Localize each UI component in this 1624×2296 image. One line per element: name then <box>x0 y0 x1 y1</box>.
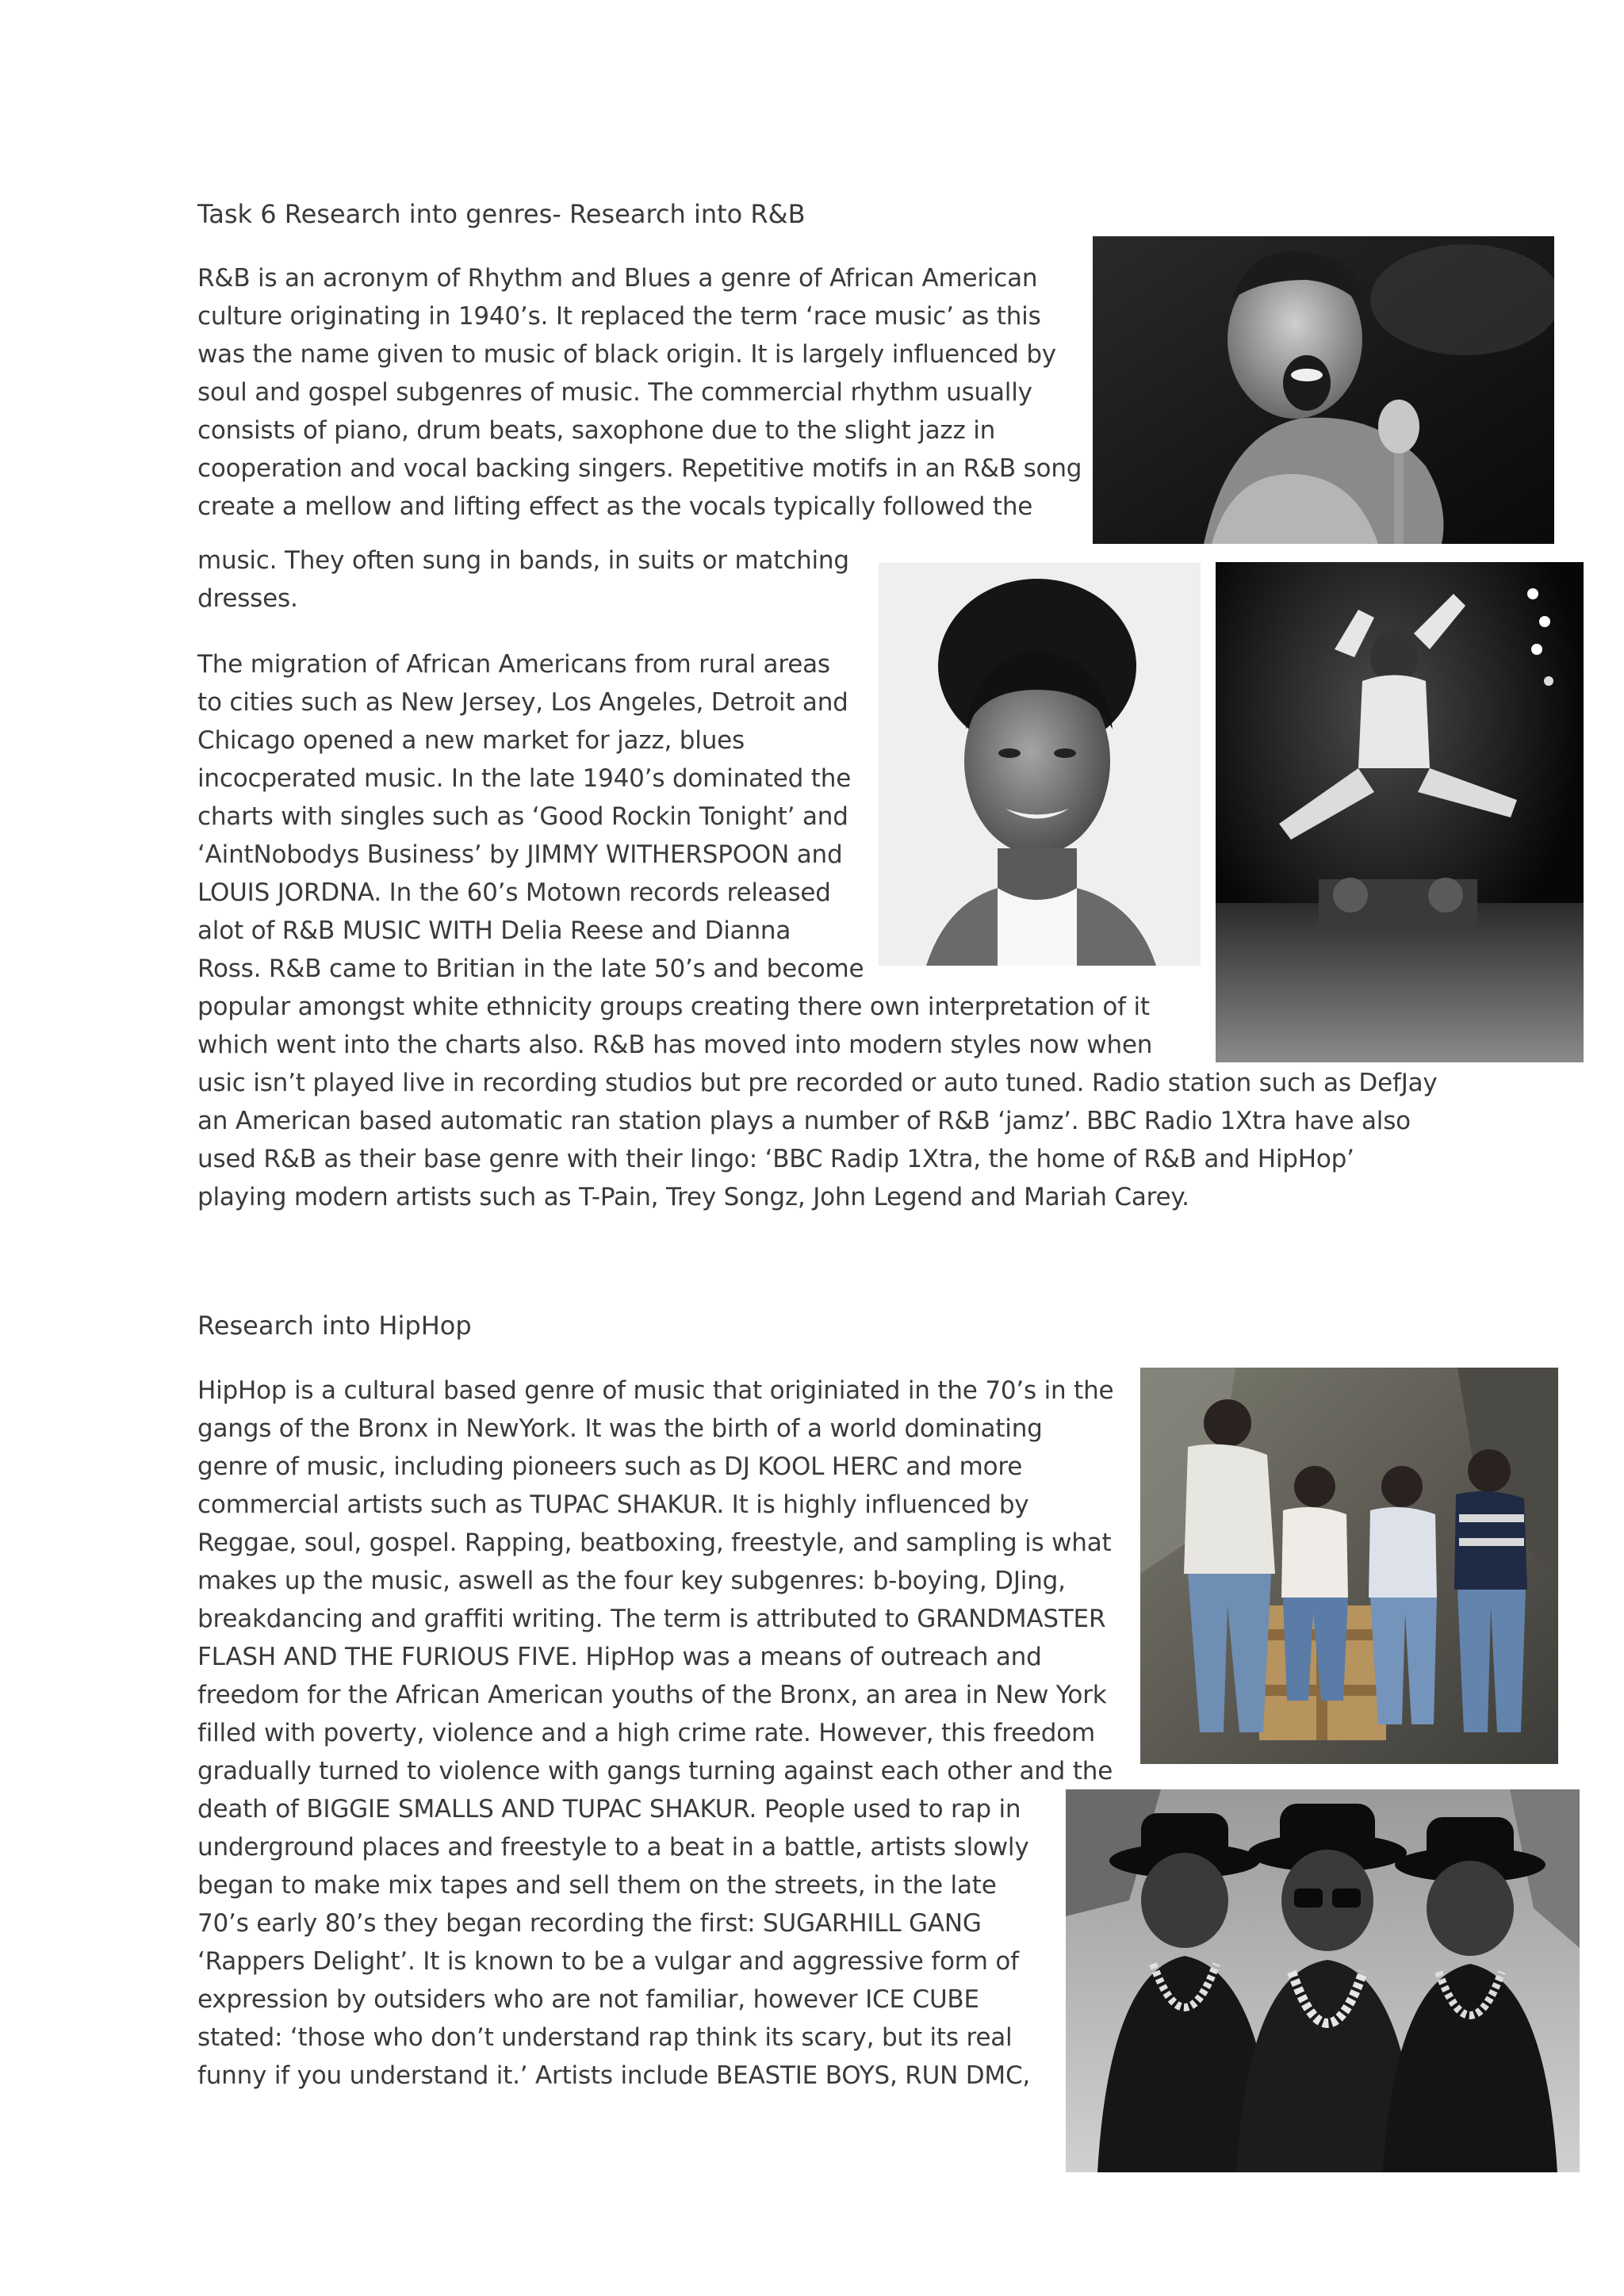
hiphop-line: funny if you understand it.’ Artists include BEASTIE BOYS, RUN DMC, <box>197 2061 1031 2090</box>
rnb-line: culture originating in 1940’s. It replaced the term ‘race music’ as this <box>197 302 1041 331</box>
singer-microphone-photo <box>1093 236 1554 544</box>
rnb-line: an American based automatic ran station plays a number of R&B ‘jamz’. BBC Radio 1Xtra have also <box>197 1107 1411 1135</box>
hiphop-line: gangs of the Bronx in NewYork. It was the birth of a world dominating <box>197 1414 1043 1443</box>
hiphop-line: Reggae, soul, gospel. Rapping, beatboxing, freestyle, and sampling is what <box>197 1529 1112 1557</box>
rnb-line: dresses. <box>197 584 298 613</box>
hiphop-heading: Research into HipHop <box>197 1311 472 1341</box>
rnb-line: Ross. R&B came to Britian in the late 50’s and become <box>197 955 864 983</box>
rnb-heading: Task 6 Research into genres- Research into R&B <box>197 199 806 229</box>
hiphop-line: 70’s early 80’s they began recording the first: SUGARHILL GANG <box>197 1909 982 1938</box>
hiphop-line: ‘Rappers Delight’. It is known to be a vulgar and aggressive form of <box>197 1947 1019 1976</box>
rnb-line: ‘AintNobodys Business’ by JIMMY WITHERSPOON and <box>197 840 843 869</box>
hiphop-line: underground places and freestyle to a beat in a battle, artists slowly <box>197 1833 1029 1862</box>
hiphop-line: stated: ‘those who don’t understand rap think its scary, but its real <box>197 2023 1013 2052</box>
hiphop-line: expression by outsiders who are not familiar, however ICE CUBE <box>197 1985 979 2014</box>
rnb-line: charts with singles such as ‘Good Rockin Tonight’ and <box>197 802 848 831</box>
rnb-line: soul and gospel subgenres of music. The commercial rhythm usually <box>197 378 1032 407</box>
rnb-line: to cities such as New Jersey, Los Angeles, Detroit and <box>197 688 848 717</box>
rnb-line: usic isn’t played live in recording studios but pre recorded or auto tuned. Radio station such as DefJay <box>197 1069 1438 1097</box>
rnb-line: cooperation and vocal backing singers. Repetitive motifs in an R&B song <box>197 454 1082 483</box>
hiphop-line: breakdancing and graffiti writing. The term is attributed to GRANDMASTER <box>197 1605 1106 1633</box>
rnb-line: music. They often sung in bands, in suits or matching <box>197 546 849 575</box>
hiphop-line: filled with poverty, violence and a high crime rate. However, this freedom <box>197 1719 1096 1747</box>
rnb-line: alot of R&B MUSIC WITH Delia Reese and Dianna <box>197 916 791 945</box>
rnb-line: create a mellow and lifting effect as the vocals typically followed the <box>197 492 1033 521</box>
trio-hats-photo <box>1066 1789 1580 2172</box>
rnb-line: which went into the charts also. R&B has moved into modern styles now when <box>197 1031 1153 1059</box>
rnb-line: popular amongst white ethnicity groups creating there own interpretation of it <box>197 993 1150 1021</box>
rnb-line: LOUIS JORDNA. In the 60’s Motown records released <box>197 878 831 907</box>
rnb-line: used R&B as their base genre with their lingo: ‘BBC Radip 1Xtra, the home of R&B and HipHop’ <box>197 1145 1354 1173</box>
hiphop-line: HipHop is a cultural based genre of music that originiated in the 70’s in the <box>197 1376 1114 1405</box>
hiphop-line: death of BIGGIE SMALLS AND TUPAC SHAKUR. People used to rap in <box>197 1795 1021 1823</box>
rnb-line: Chicago opened a new market for jazz, blues <box>197 726 745 755</box>
stage-performer-photo <box>1216 562 1584 1062</box>
group-crate-photo <box>1140 1368 1558 1764</box>
hiphop-line: freedom for the African American youths of the Bronx, an area in New York <box>197 1681 1107 1709</box>
hiphop-line: gradually turned to violence with gangs turning against each other and the <box>197 1757 1113 1785</box>
hiphop-line: makes up the music, aswell as the four key subgenres: b-boying, DJing, <box>197 1567 1066 1595</box>
rnb-line: was the name given to music of black origin. It is largely influenced by <box>197 340 1056 369</box>
hiphop-line: FLASH AND THE FURIOUS FIVE. HipHop was a means of outreach and <box>197 1643 1042 1671</box>
rnb-line: playing modern artists such as T-Pain, Trey Songz, John Legend and Mariah Carey. <box>197 1183 1189 1211</box>
hiphop-line: commercial artists such as TUPAC SHAKUR. It is highly influenced by <box>197 1490 1029 1519</box>
rnb-line: The migration of African Americans from rural areas <box>197 650 830 679</box>
hiphop-line: began to make mix tapes and sell them on the streets, in the late <box>197 1871 997 1900</box>
rnb-line: R&B is an acronym of Rhythm and Blues a genre of African American <box>197 264 1038 293</box>
rnb-line: consists of piano, drum beats, saxophone due to the slight jazz in <box>197 416 996 445</box>
portrait-woman-photo <box>879 563 1201 966</box>
hiphop-line: genre of music, including pioneers such as DJ KOOL HERC and more <box>197 1452 1023 1481</box>
rnb-line: incocperated music. In the late 1940’s dominated the <box>197 764 852 793</box>
